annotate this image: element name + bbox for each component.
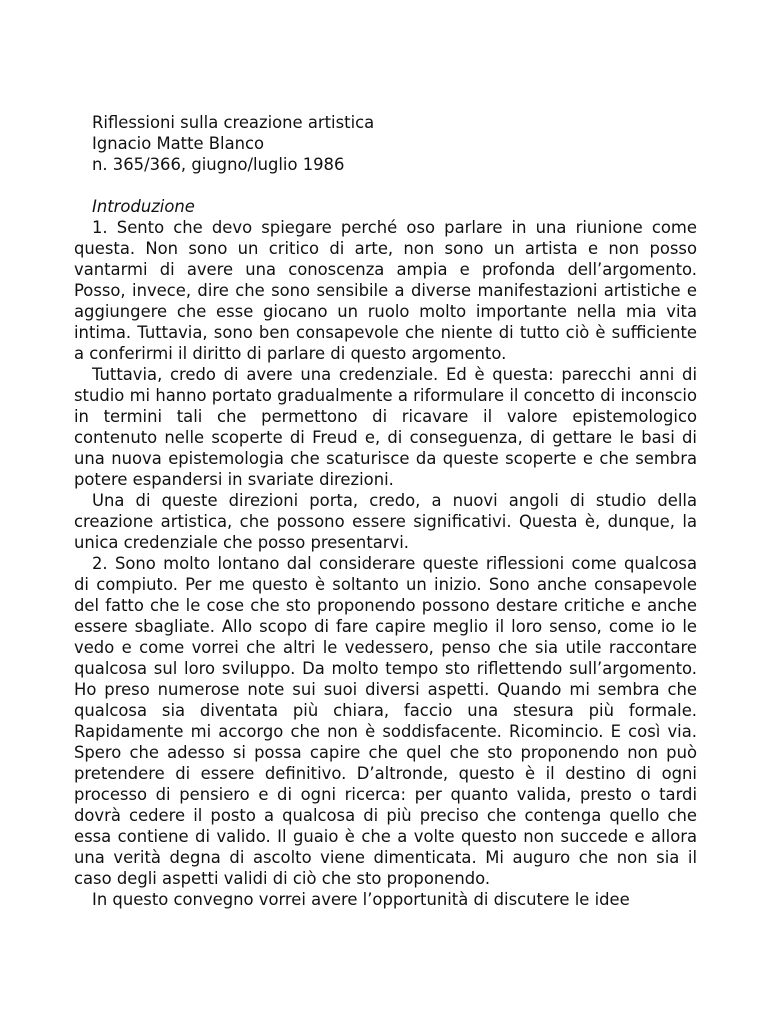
- paragraph-3: Una di queste direzioni porta, credo, a nuovi angoli di studio della creazione artistica, che possono essere significativi. Questa è, dunque, la unica credenziale che posso presentarvi.: [74, 491, 697, 552]
- document-title: Riflessioni sulla creazione artistica: [92, 113, 375, 132]
- header-spacer: [74, 175, 697, 196]
- document-page: [74, 112, 697, 910]
- section-title: Introduzione: [92, 197, 195, 216]
- paragraph-4: 2. Sono molto lontano dal considerare queste riflessioni come qualcosa di compiuto. Per me questo è soltanto un inizio. Sono anche consapevole del fatto che le cose che sto proponendo possono destare critiche e anche essere sbagliate. Allo scopo di fare capire meglio il loro senso, come io le vedo e come vorrei che altri le vedessero, penso che sia utile raccontare qualcosa sul loro sviluppo. Da molto tempo sto riflettendo sull’argomento. Ho preso numerose note sui suoi diversi aspetti. Quando mi sembra che qualcosa sia diventata più chiara, faccio una stesura più formale. Rapidamente mi accorgo che non è soddisfacente. Ricomincio. E così via. Spero che adesso si possa capire che quel che sto proponendo non può pretendere di essere definitivo. D’altronde, questo è il destino di ogni processo di pensiero e di ogni ricerca: per quanto valida, presto o tardi dovrà cedere il posto a qualcosa di più preciso che contenga quello che essa contiene di valido. Il guaio è che a volte questo non succede e allora una verità degna di ascolto viene dimenticata. Mi auguro che non sia il caso degli aspetti validi di ciò che sto proponendo.: [74, 554, 697, 888]
- paragraph-1: 1. Sento che devo spiegare perché oso parlare in una riunione come questa. Non sono un critico di arte, non sono un artista e non posso vantarmi di avere una conoscenza ampia e profonda dell’argomento. Posso, invece, dire che sono sensibile a diverse manifestazioni artistiche e aggiungere che esse giocano un ruolo molto importante nella mia vita intima. Tuttavia, sono ben consapevole che niente di tutto ciò è sufficiente a conferirmi il diritto di parlare di questo argomento.: [74, 218, 697, 363]
- paragraph-5: In questo convegno vorrei avere l’opportunità di discutere le idee: [92, 890, 630, 909]
- paragraph-2: Tuttavia, credo di avere una credenziale. Ed è questa: parecchi anni di studio mi hanno portato gradualmente a riformulare il concetto di inconscio in termini tali che permettono di ricavare il valore epistemologico contenuto nelle scoperte di Freud e, di conseguenza, di gettare le basi di una nuova epistemologia che scaturisce da queste scoperte e che sembra potere espandersi in svariate direzioni.: [74, 365, 697, 489]
- document-issue: n. 365/366, giugno/luglio 1986: [92, 155, 345, 174]
- document-author: Ignacio Matte Blanco: [92, 134, 265, 153]
